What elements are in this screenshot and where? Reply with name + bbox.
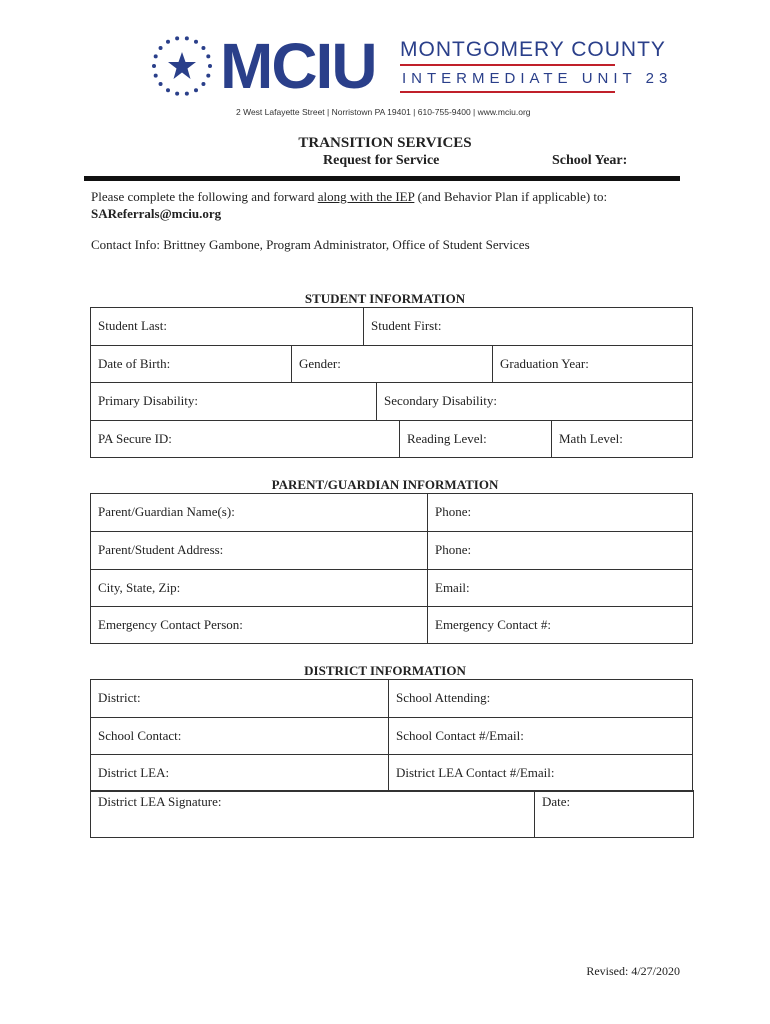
secondary-disability-field[interactable]: Secondary Disability:	[376, 383, 692, 420]
date-of-birth-field[interactable]: Date of Birth:	[98, 356, 171, 371]
revision-date: Revised: 4/27/2020	[586, 964, 680, 978]
graduation-year-field[interactable]: Graduation Year:	[492, 346, 692, 382]
logo-unit-text: INTERMEDIATE UNIT 23	[402, 70, 673, 87]
referral-email: SAReferrals@mciu.org	[91, 206, 222, 221]
logo-divider	[400, 64, 615, 66]
table-row	[91, 680, 692, 717]
city-state-zip-field[interactable]: City, State, Zip:	[98, 580, 181, 595]
table-row	[91, 308, 692, 345]
logo-county-text: MONTGOMERY COUNTY	[400, 38, 666, 61]
school-contact-field[interactable]: School Contact:	[98, 728, 182, 743]
seal-star-dot	[152, 64, 156, 68]
school-attending-field[interactable]: School Attending:	[388, 680, 692, 717]
parent-names-field[interactable]: Parent/Guardian Name(s):	[98, 504, 235, 519]
seal-star-dot	[166, 88, 170, 92]
address-line: 2 West Lafayette Street | Norristown PA 19401 | 610-755-9400 | www.mciu.org	[236, 107, 531, 117]
seal-star-dot	[175, 36, 179, 40]
form-title: TRANSITION SERVICES	[298, 135, 472, 151]
seal-star-dot	[159, 82, 163, 86]
instructions-underlined: along with the IEP	[317, 189, 415, 204]
primary-disability-field[interactable]: Primary Disability:	[98, 393, 199, 408]
seal-star-dot	[194, 88, 198, 92]
reading-level-field[interactable]: Reading Level:	[399, 421, 552, 457]
contact-info: Contact Info: Brittney Gambone, Program Administrator, Office of Student Services	[91, 237, 530, 252]
form-subtitle: Request for Service	[323, 153, 440, 168]
date-field[interactable]: Date:	[534, 791, 693, 837]
phone-field-2[interactable]: Phone:	[427, 532, 692, 569]
school-year-field[interactable]: School Year:	[552, 153, 628, 168]
table-row	[91, 420, 692, 457]
logo-wordmark: MCIU	[220, 30, 376, 102]
parent-info-table	[90, 493, 693, 644]
seal-star-dot	[201, 82, 205, 86]
math-level-field[interactable]: Math Level:	[551, 421, 692, 457]
seal-star-dot	[175, 92, 179, 96]
table-row	[91, 494, 692, 531]
table-row	[91, 569, 692, 606]
district-info-table	[90, 679, 693, 792]
parent-section-heading: PARENT/GUARDIAN INFORMATION	[271, 477, 499, 492]
email-field[interactable]: Email:	[427, 570, 692, 606]
student-last-field[interactable]: Student Last:	[98, 318, 167, 333]
district-field[interactable]: District:	[98, 690, 141, 705]
star-seal-icon	[150, 34, 214, 98]
emergency-contact-number-field[interactable]: Emergency Contact #:	[427, 607, 692, 643]
district-lea-field[interactable]: District LEA:	[98, 765, 170, 780]
seal-star-dot	[185, 92, 189, 96]
pa-secure-id-field[interactable]: PA Secure ID:	[98, 431, 172, 446]
seal-star-dot	[206, 74, 210, 78]
table-row	[91, 754, 692, 791]
instructions	[91, 188, 691, 222]
instructions-text-after: (and Behavior Plan if applicable) to:	[414, 189, 608, 204]
mciu-logo	[150, 30, 673, 104]
student-first-field[interactable]: Student First:	[363, 308, 692, 345]
seal-star-dot	[206, 54, 210, 58]
seal-star-dot	[185, 36, 189, 40]
seal-star-dot	[159, 46, 163, 50]
gender-field[interactable]: Gender:	[291, 346, 493, 382]
parent-address-field[interactable]: Parent/Student Address:	[98, 542, 224, 557]
lea-signature-field[interactable]: District LEA Signature:	[98, 794, 222, 809]
seal-star-dot	[154, 54, 158, 58]
seal-star-dot	[154, 74, 158, 78]
student-info-table	[90, 307, 693, 458]
logo-underline	[400, 91, 615, 93]
district-lea-contact-field[interactable]: District LEA Contact #/Email:	[388, 755, 692, 791]
table-row	[91, 531, 692, 569]
table-row	[91, 606, 692, 643]
table-row	[91, 717, 692, 754]
signature-table	[90, 790, 694, 838]
instructions-text: Please complete the following and forward	[91, 189, 318, 204]
school-contact-email-field[interactable]: School Contact #/Email:	[388, 718, 692, 754]
seal-star-dot	[194, 40, 198, 44]
student-section-heading: STUDENT INFORMATION	[304, 291, 466, 306]
seal-star-dot	[166, 40, 170, 44]
phone-field[interactable]: Phone:	[427, 494, 692, 531]
emergency-contact-person-field[interactable]: Emergency Contact Person:	[98, 617, 243, 632]
seal-star-dot	[208, 64, 212, 68]
header-divider	[84, 176, 680, 181]
seal-star-dot	[201, 46, 205, 50]
table-row	[91, 345, 692, 382]
table-row	[91, 382, 692, 420]
district-section-heading: DISTRICT INFORMATION	[304, 663, 466, 678]
